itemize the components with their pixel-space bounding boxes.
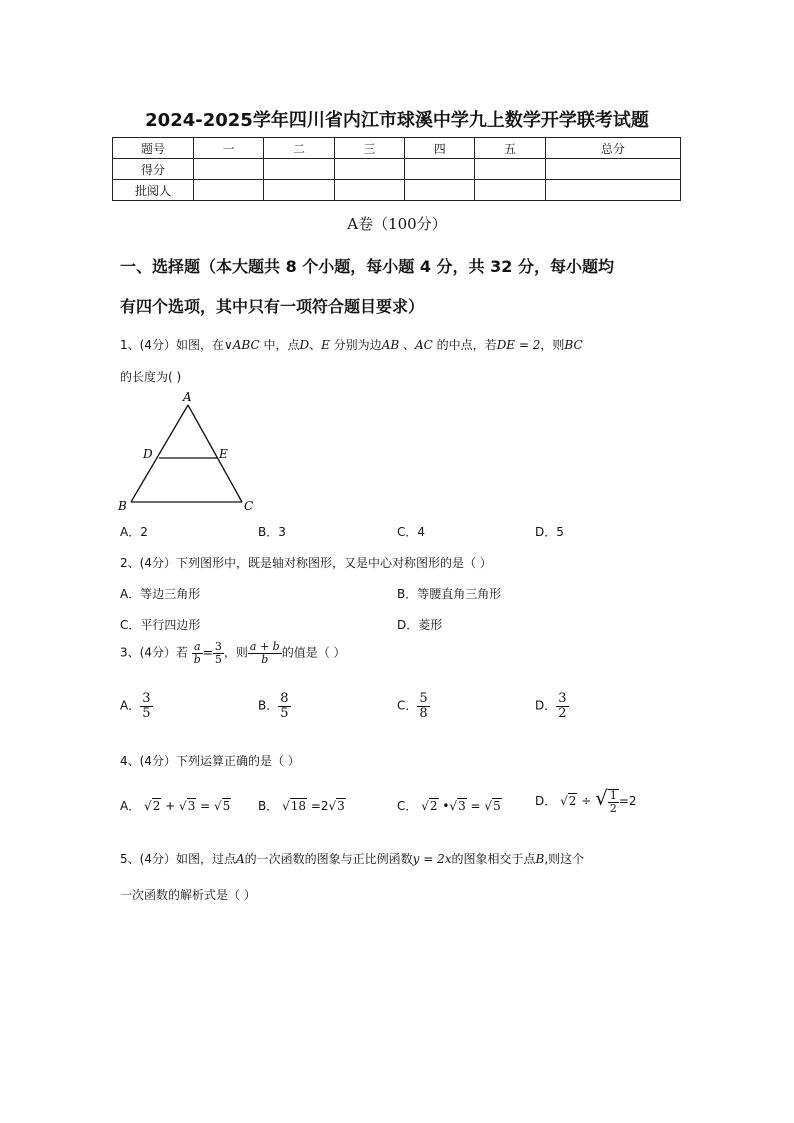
label-d: D bbox=[143, 447, 153, 461]
label-e: E bbox=[219, 447, 228, 461]
side-ab bbox=[131, 405, 188, 502]
score-table bbox=[112, 137, 681, 201]
q3-option-d[interactable]: D． $\frac{3}{2}$ bbox=[535, 691, 567, 721]
q1-text: 的中点，若 bbox=[432, 338, 497, 352]
score-table-row bbox=[113, 159, 681, 180]
section-title: A卷（100分） bbox=[347, 215, 447, 233]
score-input-cell[interactable] bbox=[545, 180, 680, 201]
score-input-cell[interactable] bbox=[475, 159, 545, 180]
q1-stem bbox=[120, 336, 583, 353]
score-header-cell: 二 bbox=[264, 138, 334, 159]
q1-option-d[interactable]: D．5 bbox=[535, 525, 564, 539]
q3-option-a[interactable]: A． $\frac{3}{5}$ bbox=[120, 691, 151, 721]
label-c: C bbox=[244, 499, 254, 513]
label-b: B bbox=[118, 499, 127, 513]
score-table-header-row bbox=[113, 138, 681, 159]
score-input-cell[interactable] bbox=[334, 180, 404, 201]
q3-prefix: 3、(4分）若 bbox=[120, 645, 188, 660]
score-input-cell[interactable] bbox=[405, 180, 475, 201]
score-input-cell[interactable] bbox=[475, 180, 545, 201]
q5-stem: 5、(4分）如图，过点A的一次函数的图象与正比例函数y = 2x的图象相交于点B,则这个 bbox=[120, 852, 585, 866]
score-header-cell: 四 bbox=[405, 138, 475, 159]
score-table-row bbox=[113, 180, 681, 201]
q1-option-a[interactable]: A．2 bbox=[120, 525, 148, 539]
q1-triangle-figure bbox=[112, 388, 262, 514]
q1-de-equation: DE = 2 bbox=[496, 338, 541, 352]
q1-prefix: 1、(4分）如图，在 bbox=[120, 338, 224, 352]
q1-option-c[interactable]: C．4 bbox=[397, 525, 426, 539]
score-input-cell[interactable] bbox=[194, 180, 264, 201]
q2-stem: 2、(4分）下列图形中，既是轴对称图形，又是中心对称图形的是（ ） bbox=[120, 556, 492, 570]
q2-option-a[interactable]: A．等边三角形 bbox=[120, 587, 201, 601]
q4-option-a[interactable]: A． √2 + √3 = √5 bbox=[120, 799, 231, 813]
q3-fraction-3-5: $\frac{3}{5}$ bbox=[214, 640, 222, 666]
page-title: 2024-2025学年四川省内江市球溪中学九上数学开学联考试题 bbox=[145, 110, 649, 131]
part1-heading-line2: 有四个选项，其中只有一项符合题目要求） bbox=[120, 297, 425, 316]
sqrt-symbol: √2 bbox=[144, 799, 161, 813]
score-header-cell: 题号 bbox=[113, 138, 194, 159]
q3-stem bbox=[120, 641, 346, 665]
part1-heading-line1: 一、选择题（本大题共 8 个小题，每小题 4 分，共 32 分，每小题均 bbox=[120, 257, 614, 276]
q3-fraction-a-plus-b-over-b: $\frac{a + b}{b}$ bbox=[249, 640, 280, 666]
q1-text: 、 bbox=[399, 338, 415, 352]
score-input-cell[interactable] bbox=[545, 159, 680, 180]
side-ac bbox=[188, 405, 242, 502]
score-row-label: 批阅人 bbox=[113, 180, 194, 201]
q3-option-c[interactable]: C． $\frac{5}{8}$ bbox=[397, 691, 428, 721]
score-row-label: 得分 bbox=[113, 159, 194, 180]
q1-text: 、 bbox=[309, 338, 322, 352]
score-input-cell[interactable] bbox=[194, 159, 264, 180]
q4-option-d[interactable]: D． √2 ÷ √ $\frac{1}{2}$ =2 bbox=[535, 786, 637, 815]
score-header-cell: 三 bbox=[334, 138, 404, 159]
q3-option-b[interactable]: B． $\frac{8}{5}$ bbox=[258, 691, 289, 721]
label-a: A bbox=[183, 390, 192, 404]
q1-segment-bc: BC bbox=[564, 338, 583, 352]
q1-triangle: ∨ABC bbox=[223, 338, 260, 352]
q3-text: ，则 bbox=[223, 645, 248, 660]
q2-option-d[interactable]: D．菱形 bbox=[397, 618, 443, 632]
q1-option-b[interactable]: B．3 bbox=[258, 525, 286, 539]
q1-text: ，则 bbox=[540, 338, 565, 352]
q2-option-b[interactable]: B．等腰直角三角形 bbox=[397, 587, 502, 601]
q3-fraction-a-b: $\frac{a}{b}$ bbox=[193, 640, 201, 666]
q3-equals: = bbox=[202, 645, 213, 660]
q4-stem: 4、(4分）下列运算正确的是（ ） bbox=[120, 754, 300, 768]
score-input-cell[interactable] bbox=[334, 159, 404, 180]
q4-option-c[interactable]: C． √2 •√3 = √5 bbox=[397, 799, 501, 813]
q2-option-c[interactable]: C．平行四边形 bbox=[120, 618, 201, 632]
score-input-cell[interactable] bbox=[405, 159, 475, 180]
q5-stem-line2: 一次函数的解析式是（ ） bbox=[120, 888, 256, 902]
q5-point-b: B bbox=[535, 852, 545, 866]
q3-suffix: 的值是（ ） bbox=[281, 645, 346, 660]
q1-stem-line2: 的长度为( ) bbox=[120, 370, 182, 384]
q5-function: y = 2x bbox=[412, 852, 452, 866]
q1-text: 分别为边 bbox=[329, 338, 382, 352]
q4-option-b[interactable]: B． √18 =2√3 bbox=[258, 799, 345, 813]
score-header-cell: 五 bbox=[475, 138, 545, 159]
q1-segment-ab: AB bbox=[381, 338, 400, 352]
score-input-cell[interactable] bbox=[264, 180, 334, 201]
q1-point-e: E bbox=[321, 338, 330, 352]
q1-text: 中，点 bbox=[259, 338, 300, 352]
score-header-cell: 一 bbox=[194, 138, 264, 159]
q1-segment-ac: AC bbox=[415, 338, 433, 352]
score-header-cell: 总分 bbox=[545, 138, 680, 159]
q1-point-d: D bbox=[299, 338, 310, 352]
q5-point-a: A bbox=[235, 852, 245, 866]
score-input-cell[interactable] bbox=[264, 159, 334, 180]
